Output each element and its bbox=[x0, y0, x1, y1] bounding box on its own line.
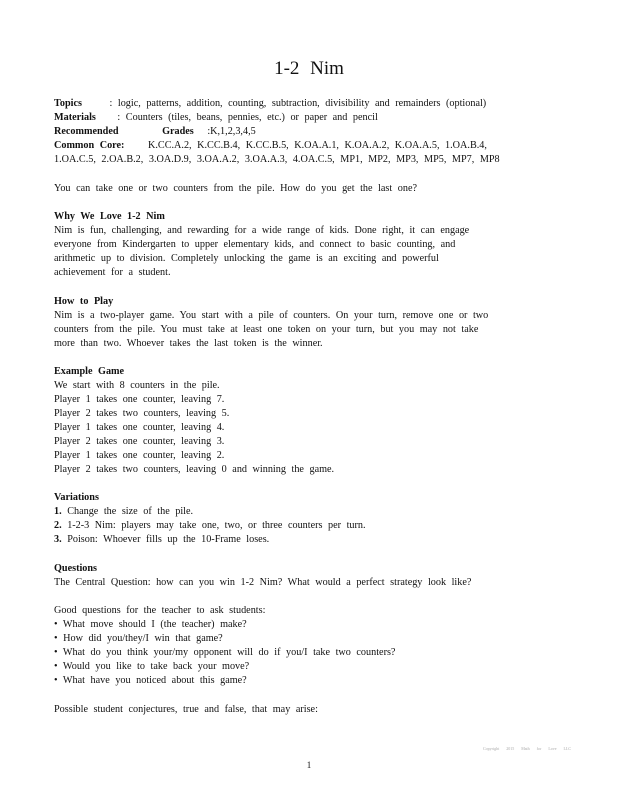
materials-row bbox=[54, 111, 554, 125]
topics-row bbox=[54, 97, 554, 111]
why-line: everyone from Kindergarten to upper elementary kids, and connect to basic counting, and bbox=[54, 239, 456, 250]
why-heading: Why We Love 1-2 Nim bbox=[54, 211, 165, 222]
question-bullet: • What have you noticed about this game? bbox=[54, 675, 247, 686]
grades-value: :K,1,2,3,4,5 bbox=[207, 126, 256, 137]
variation-text: Poison: Whoever fills up the 10-Frame loses. bbox=[67, 534, 270, 545]
variation-number: 1. bbox=[54, 506, 62, 517]
intro-question: You can take one or two counters from the pile. How do you get the last one? bbox=[54, 183, 417, 194]
how-line: Nim is a two-player game. You start with a pile of counters. On your turn, remove one or two bbox=[54, 310, 489, 321]
example-heading: Example Game bbox=[54, 366, 125, 377]
topics-value: : logic, patterns, addition, counting, subtraction, divisibility and remainders (optional) bbox=[109, 98, 487, 109]
recommended-label: Recommended bbox=[54, 126, 119, 137]
teacher-questions-intro: Good questions for the teacher to ask students: bbox=[54, 605, 266, 616]
variation-item bbox=[54, 533, 554, 547]
example-line: We start with 8 counters in the pile. bbox=[54, 380, 220, 391]
central-question: The Central Question: how can you win 1-2 Nim? What would a perfect strategy look like? bbox=[54, 577, 472, 588]
example-line: Player 2 takes two counters, leaving 0 and winning the game. bbox=[54, 464, 335, 475]
example-line: Player 1 takes one counter, leaving 4. bbox=[54, 422, 225, 433]
question-bullet: • What move should I (the teacher) make? bbox=[54, 619, 247, 630]
how-line: more than two. Whoever takes the last token is the winner. bbox=[54, 338, 323, 349]
variation-number: 2. bbox=[54, 520, 62, 531]
page-number: 1 bbox=[306, 760, 312, 770]
why-line: achievement for a student. bbox=[54, 267, 171, 278]
example-line: Player 2 takes two counters, leaving 5. bbox=[54, 408, 230, 419]
grades-row bbox=[54, 125, 554, 139]
why-line: Nim is fun, challenging, and rewarding for a wide range of kids. Done right, it can engage bbox=[54, 225, 470, 236]
topics-label: Topics bbox=[54, 98, 82, 109]
materials-value: : Counters (tiles, beans, pennies, etc.) or paper and pencil bbox=[117, 112, 378, 123]
variation-text: Change the size of the pile. bbox=[67, 506, 194, 517]
grades-label: Grades bbox=[162, 126, 194, 137]
page-title: 1-2 Nim bbox=[274, 58, 344, 79]
copyright-text: Copyright 2015 Math for Love LLC bbox=[483, 746, 572, 751]
common-core-standards-line1: K.CC.A.2, K.CC.B.4, K.CC.B.5, K.OA.A.1, K.OA.A.2, K.OA.A.5, 1.OA.B.4, bbox=[148, 140, 487, 151]
variation-text: 1-2-3 Nim: players may take one, two, or three counters per turn. bbox=[67, 520, 366, 531]
question-bullet: • How did you/they/I win that game? bbox=[54, 633, 223, 644]
common-core-row bbox=[54, 139, 554, 153]
example-line: Player 1 takes one counter, leaving 2. bbox=[54, 450, 225, 461]
variation-number: 3. bbox=[54, 534, 62, 545]
question-bullet: • What do you think your/my opponent will do if you/I take two counters? bbox=[54, 647, 396, 658]
questions-heading: Questions bbox=[54, 563, 98, 574]
how-heading: How to Play bbox=[54, 296, 114, 307]
example-line: Player 1 takes one counter, leaving 7. bbox=[54, 394, 225, 405]
common-core-label: Common Core: bbox=[54, 140, 125, 151]
common-core-standards-line2: 1.OA.C.5, 2.OA.B.2, 3.OA.D.9, 3.OA.A.2, 3.OA.A.3, 4.OA.C.5, MP1, MP2, MP3, MP5, MP7, MP8 bbox=[54, 154, 500, 165]
why-line: arithmetic up to division. Completely unlocking the game is an exciting and powerful bbox=[54, 253, 439, 264]
variations-heading: Variations bbox=[54, 492, 99, 503]
variation-item bbox=[54, 519, 554, 533]
example-line: Player 2 takes one counter, leaving 3. bbox=[54, 436, 225, 447]
conjectures-prompt: Possible student conjectures, true and false, that may arise: bbox=[54, 704, 318, 715]
question-bullet: • Would you like to take back your move? bbox=[54, 661, 250, 672]
materials-label: Materials bbox=[54, 112, 96, 123]
variation-item bbox=[54, 505, 554, 519]
how-line: counters from the pile. You must take at least one token on your turn, but you may not take bbox=[54, 324, 479, 335]
